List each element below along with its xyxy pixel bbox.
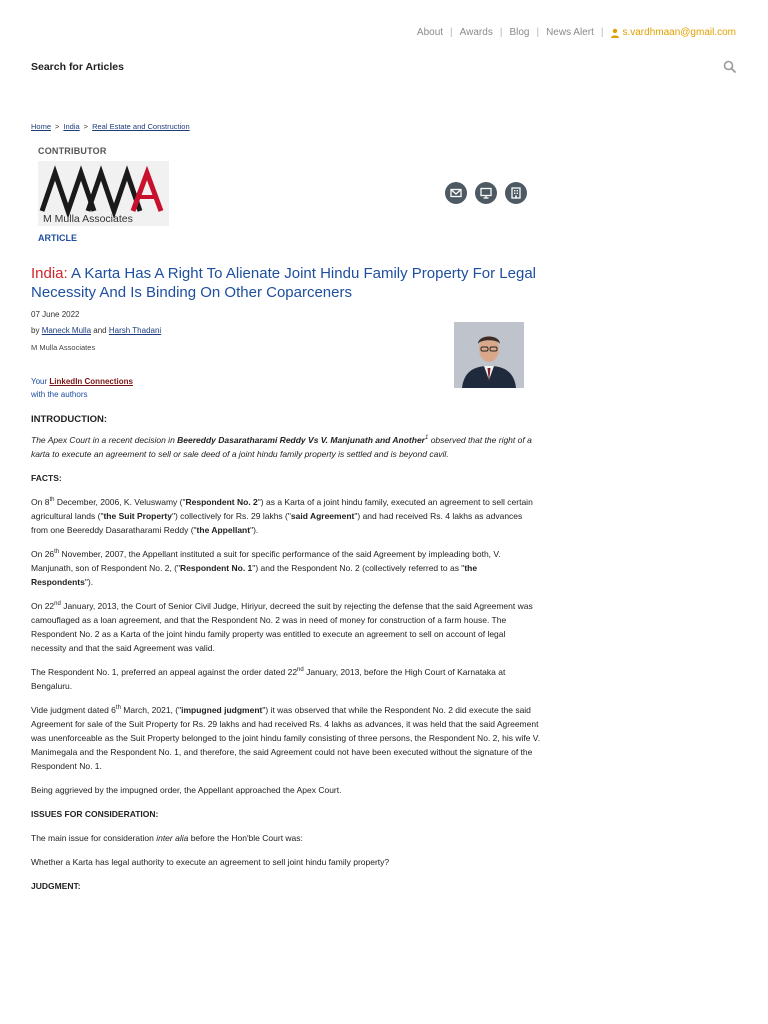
author-photo bbox=[454, 322, 524, 388]
breadcrumb bbox=[31, 122, 190, 131]
paragraph: On 8th December, 2006, K. Veluswamy ("Respondent No. 2") as a Karta of a joint hindu family, executed an agreement to sell certain agricultural lands ("the Suit Property") collectively for Rs. 29 lakhs ("said Agreement") and had received Rs. 4 lakhs as advances from one Beereddy Dasaratharami Reddy ("the Appellant"). bbox=[31, 497, 533, 535]
and-label: and bbox=[93, 326, 107, 335]
by-label: by bbox=[31, 326, 40, 335]
linkedin-connections bbox=[31, 375, 133, 401]
user-email: s.vardhmaan@gmail.com bbox=[622, 27, 736, 38]
article-authors bbox=[31, 326, 161, 335]
paragraph: Vide judgment dated 6th March, 2021, ("impugned judgment") it was observed that while the Respondent No. 2 did execute the said Agreement for sale of the Suit Property for Rs. 29 lakhs and had received Rs. 4 lakhs as advances, it was held that the said Agreement was unenforceable as the Suit Property belonged to the joint hindu family consisting of three persons, the Respondent No. 2, his wife V. Manimegala and the Respondent No. 1, and therefore, the said Agreement could not have been executed without the signature of the Respondent No. 1. bbox=[31, 705, 541, 771]
email-share-button[interactable] bbox=[445, 182, 467, 204]
breadcrumb-category[interactable]: Real Estate and Construction bbox=[92, 122, 190, 131]
article-body bbox=[31, 413, 541, 903]
search-icon[interactable] bbox=[723, 60, 737, 74]
monitor-button[interactable] bbox=[475, 182, 497, 204]
nav-awards-link[interactable]: Awards bbox=[459, 27, 493, 38]
breadcrumb-separator: > bbox=[83, 122, 89, 131]
paragraph: On 26th November, 2007, the Appellant instituted a suit for specific performance of the said Agreement by impleading both, V. Manjunath, son of Respondent No. 2, ("Respondent No. 1") and the Respondent No. 2 (collectively referred to as "the Respondents"). bbox=[31, 549, 501, 587]
nav-separator: | bbox=[450, 27, 453, 38]
logo-text: M Mulla Associates bbox=[43, 213, 133, 225]
intro-heading: INTRODUCTION: bbox=[31, 414, 107, 425]
share-buttons bbox=[445, 182, 527, 204]
building-button[interactable] bbox=[505, 182, 527, 204]
breadcrumb-country[interactable]: India bbox=[63, 122, 80, 131]
user-account-link[interactable] bbox=[610, 27, 736, 38]
article-title bbox=[31, 264, 541, 302]
issues-heading: ISSUES FOR CONSIDERATION: bbox=[31, 809, 159, 819]
paragraph: On 22nd January, 2013, the Court of Senior Civil Judge, Hiriyur, decreed the suit by rejecting the defense that the said Agreement was camouflaged as a loan agreement, and that the Respondent No. 2 was in need of money for construction of a farm house. The Respondent No. 2 as a Karta of the joint hindu family property was entitled to execute an agreement to sell on account of legal necessity and that the said Agreement was valid. bbox=[31, 601, 533, 653]
building-icon bbox=[509, 186, 523, 200]
breadcrumb-separator: > bbox=[55, 122, 60, 131]
paragraph: Being aggrieved by the impugned order, the Appellant approached the Apex Court. bbox=[31, 785, 342, 795]
title-country[interactable]: India: bbox=[31, 265, 68, 282]
monitor-icon bbox=[479, 186, 493, 200]
with-authors-label: with the authors bbox=[31, 390, 88, 399]
article-label: ARTICLE bbox=[38, 233, 77, 243]
article-date: 07 June 2022 bbox=[31, 310, 80, 319]
envelope-icon bbox=[449, 186, 463, 200]
your-label: Your bbox=[31, 377, 48, 386]
nav-separator: | bbox=[499, 27, 503, 38]
paragraph: The Respondent No. 1, preferred an appeal against the order dated 22nd January, 2013, before the High Court of Karnataka at Bengaluru. bbox=[31, 667, 506, 691]
paragraph: Whether a Karta has legal authority to execute an agreement to sell joint hindu family property? bbox=[31, 857, 390, 867]
breadcrumb-home[interactable]: Home bbox=[31, 122, 52, 131]
nav-blog-link[interactable]: Blog bbox=[509, 27, 530, 38]
facts-heading: FACTS: bbox=[31, 473, 62, 483]
paragraph: The main issue for consideration inter alia before the Hon'ble Court was: bbox=[31, 833, 303, 843]
intro-paragraph: The Apex Court in a recent decision in Beereddy Dasaratharami Reddy Vs V. Manjunath and Another$^1$ observed that the right of a karta to execute an agreement to sell or sale deed of a joint hindu family property is settled and is beyond cavil. bbox=[31, 435, 532, 459]
top-nav bbox=[417, 27, 736, 38]
nav-about-link[interactable]: About bbox=[416, 27, 444, 38]
nav-news-alert-link[interactable]: News Alert bbox=[546, 27, 594, 38]
nav-separator: | bbox=[600, 27, 604, 38]
search-label: Search for Articles bbox=[31, 61, 124, 73]
search-bar[interactable] bbox=[31, 56, 737, 78]
linkedin-connections-link[interactable]: LinkedIn Connections bbox=[49, 377, 133, 386]
nav-separator: | bbox=[536, 27, 540, 38]
firm-name: M Mulla Associates bbox=[31, 343, 96, 352]
title-text: A Karta Has A Right To Alienate Joint Hindu Family Property For Legal Necessity And Is Binding On Other Coparceners bbox=[31, 265, 537, 301]
author-link-1[interactable]: Maneck Mulla bbox=[41, 326, 92, 335]
user-icon bbox=[610, 28, 620, 38]
author-link-2[interactable]: Harsh Thadani bbox=[108, 326, 162, 335]
contributor-label: CONTRIBUTOR bbox=[38, 146, 107, 156]
judgment-heading: JUDGMENT: bbox=[31, 881, 81, 891]
contributor-logo[interactable] bbox=[38, 161, 169, 226]
